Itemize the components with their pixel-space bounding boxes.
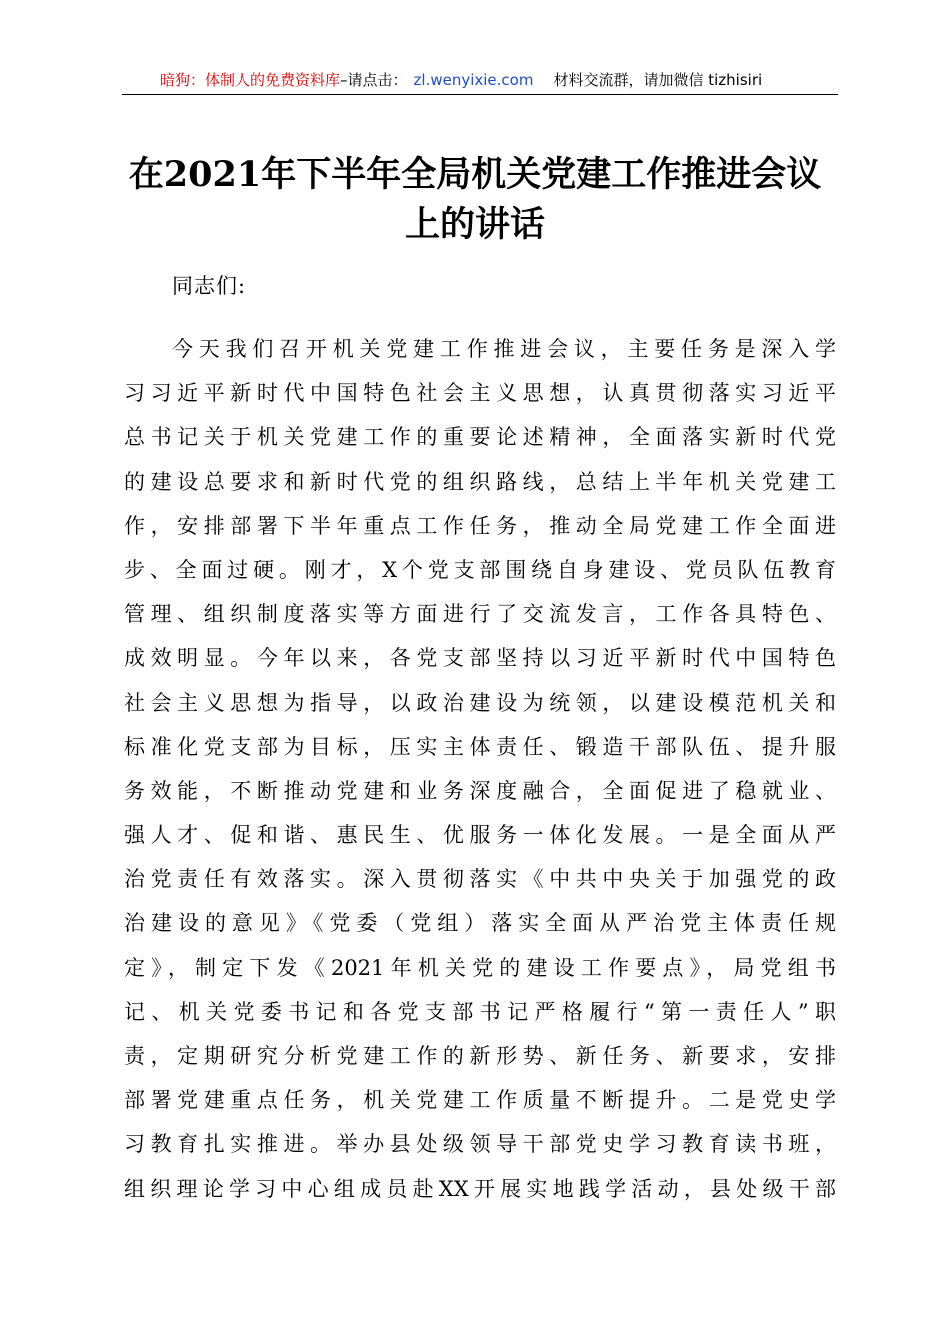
body-line: 习习近平新时代中国特色社会主义思想，认真贯彻落实习近平 <box>124 381 836 406</box>
header-link[interactable]: zl.wenyixie.com <box>413 71 534 89</box>
salutation: 同志们: <box>172 274 247 298</box>
header-brand: 暗狗：体制人的免费资料库 <box>160 71 341 89</box>
header-contact: 材料交流群，请加微信 tizhisiri <box>553 71 763 89</box>
title-line-2: 上的讲话 <box>404 204 545 245</box>
body-line: 管理、组织制度落实等方面进行了交流发言，工作各具特色、 <box>124 602 836 627</box>
body-line: 组织理论学习中心组成员赴XX开展实地践学活动，县处级干部 <box>124 1176 836 1201</box>
header-prompt: –请点击： <box>340 71 408 89</box>
body-line: 治党责任有效落实。深入贯彻落实《中共中央关于加强党的政 <box>124 867 836 892</box>
document-title <box>120 150 830 250</box>
body-line: 部署党建重点任务，机关党建工作质量不断提升。二是党史学 <box>124 1088 836 1113</box>
body-line: 治建设的意见》《党委（党组）落实全面从严治党主体责任规 <box>124 911 836 936</box>
body-line: 成效明显。今年以来，各党支部坚持以习近平新时代中国特色 <box>124 646 836 671</box>
body-line: 标准化党支部为目标，压实主体责任、锻造干部队伍、提升服 <box>124 734 836 759</box>
body-line: 强人才、促和谐、惠民生、优服务一体化发展。一是全面从严 <box>124 823 836 848</box>
body-line: 的建设总要求和新时代党的组织路线，总结上半年机关党建工 <box>124 469 836 494</box>
body-line: 务效能，不断推动党建和业务深度融合，全面促进了稳就业、 <box>124 778 836 803</box>
body-line: 作，安排部署下半年重点工作任务，推动全局党建工作全面进 <box>124 513 836 538</box>
body-line: 定》，制定下发《2021年机关党的建设工作要点》，局党组书 <box>124 955 836 980</box>
body-line: 今天我们召开机关党建工作推进会议，主要任务是深入学 <box>172 337 836 361</box>
body-line: 步、全面过硬。刚才，X个党支部围绕自身建设、党员队伍教育 <box>124 557 836 582</box>
watermark-header <box>122 66 838 95</box>
body-line: 习教育扎实推进。举办县处级领导干部党史学习教育读书班， <box>124 1132 836 1157</box>
body-line: 责，定期研究分析党建工作的新形势、新任务、新要求，安排 <box>124 1044 836 1068</box>
body-line: 社会主义思想为指导，以政治建设为统领，以建设模范机关和 <box>124 690 836 715</box>
body-line: 总书记关于机关党建工作的重要论述精神，全面落实新时代党 <box>124 425 836 450</box>
title-line-1: 在2021年下半年全局机关党建工作推进会议 <box>128 154 822 195</box>
body-line: 记、机关党委书记和各党支部书记严格履行“第一责任人”职 <box>124 999 836 1024</box>
document-body <box>124 327 836 1211</box>
